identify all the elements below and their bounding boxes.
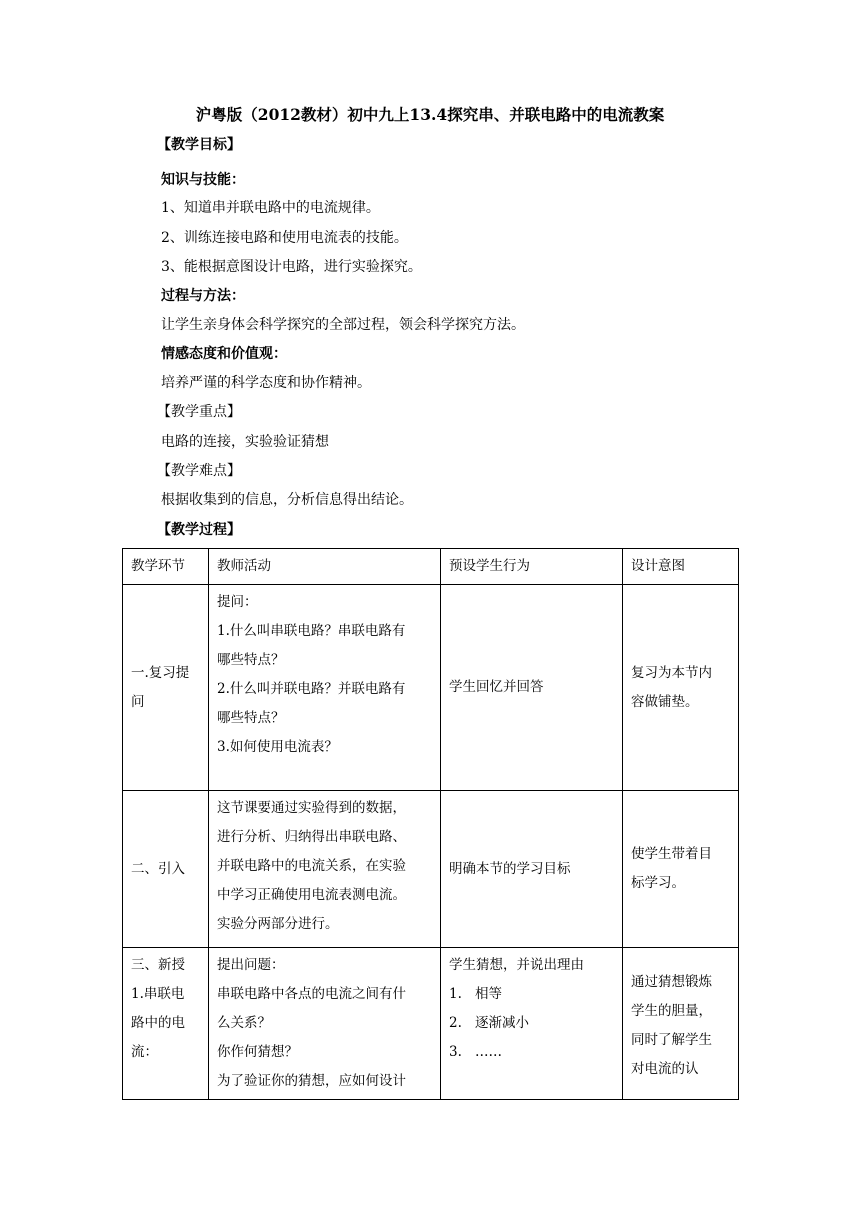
intent-text: 标学习。: [631, 875, 685, 891]
knowledge-item: 1、知道串并联电路中的电流规律。: [161, 200, 380, 216]
stage-text: 三、新授: [131, 957, 185, 973]
intent-text: 学生的胆量，: [631, 1003, 712, 1019]
teacher-activity-cell: [209, 585, 441, 791]
column-header: 预设学生行为: [441, 549, 623, 585]
teacher-text: 么关系？: [217, 1015, 271, 1031]
student-text: 学生回忆并回答: [449, 679, 544, 695]
table-row: [123, 791, 739, 948]
list-number: 2.: [449, 1015, 462, 1031]
goals-heading: 【教学目标】: [157, 137, 241, 153]
teacher-text: 串联电路中各点的电流之间有什: [217, 986, 406, 1002]
list-item: [449, 980, 614, 1009]
process-method-heading: 过程与方法：: [161, 288, 245, 304]
table-row: [123, 948, 739, 1100]
knowledge-item: 3、能根据意图设计电路，进行实验探究。: [161, 259, 422, 275]
difficulty-heading: 【教学难点】: [157, 463, 241, 479]
teacher-text: 提问：: [217, 594, 258, 610]
student-behavior-cell: [441, 791, 623, 948]
process-heading: 【教学过程】: [157, 522, 241, 538]
key-heading: 【教学重点】: [157, 404, 241, 420]
list-number: 1.: [449, 986, 462, 1002]
stage-text: 流：: [131, 1044, 158, 1060]
guess-list: [449, 980, 614, 1067]
column-header: 教师活动: [209, 549, 441, 585]
intent-text: 通过猜想锻炼: [631, 974, 712, 990]
table-header-row: [123, 549, 739, 585]
teaching-process-table: [122, 548, 739, 1100]
teacher-text: 并联电路中的电流关系，在实验: [217, 858, 406, 874]
design-intent-cell: [623, 585, 739, 791]
stage-cell: [123, 948, 209, 1100]
teacher-text: 实验分两部分进行。: [217, 916, 339, 932]
teacher-text: 提出问题：: [217, 957, 285, 973]
list-item: [449, 1038, 614, 1067]
student-text: 学生猜想，并说出理由: [449, 957, 584, 973]
student-behavior-cell: [441, 948, 623, 1100]
intent-text: 容做铺垫。: [631, 693, 699, 710]
teacher-text: 3.如何使用电流表？: [217, 739, 338, 755]
stage-text: 路中的电: [131, 1015, 185, 1031]
list-number: 3.: [449, 1044, 462, 1060]
teacher-text: 进行分析、归纳得出串联电路、: [217, 829, 406, 845]
intent-text: 对电流的认: [631, 1061, 699, 1077]
teacher-text: 2.什么叫并联电路？并联电路有: [217, 681, 406, 697]
key-text: 电路的连接，实验验证猜想: [161, 434, 329, 450]
teacher-activity-cell: [209, 948, 441, 1100]
design-intent-cell: [623, 948, 739, 1100]
teacher-text: 你作何猜想？: [217, 1044, 298, 1060]
teacher-text: 1.什么叫串联电路？串联电路有: [217, 623, 406, 639]
teacher-activity-cell: [209, 791, 441, 948]
stage-text: 一.复习提: [131, 664, 190, 681]
document-title: 沪粤版（2012教材）初中九上13.4探究串、并联电路中的电流教案: [195, 105, 665, 124]
column-header: 设计意图: [623, 549, 739, 585]
attitude-heading: 情感态度和价值观：: [161, 346, 287, 362]
process-method-text: 让学生亲身体会科学探究的全部过程，领会科学探究方法。: [161, 317, 525, 333]
stage-text: 二、引入: [131, 860, 185, 877]
stage-cell: [123, 585, 209, 791]
stage-text: 1.串联电: [131, 986, 185, 1002]
list-text: 相等: [475, 986, 502, 1002]
list-item: [449, 1009, 614, 1038]
design-intent-cell: [623, 791, 739, 948]
student-behavior-cell: [441, 585, 623, 791]
column-header: 教学环节: [123, 549, 209, 585]
intent-text: 同时了解学生: [631, 1032, 712, 1048]
attitude-text: 培养严谨的科学态度和协作精神。: [161, 375, 371, 391]
list-text: ……: [475, 1044, 502, 1060]
stage-text: 问: [131, 693, 145, 710]
knowledge-item: 2、训练连接电路和使用电流表的技能。: [161, 230, 408, 246]
list-text: 逐渐减小: [475, 1015, 529, 1031]
knowledge-heading: 知识与技能：: [161, 172, 245, 188]
teacher-text: 哪些特点？: [217, 652, 285, 668]
student-text: 明确本节的学习目标: [449, 860, 571, 877]
intent-text: 使学生带着目: [631, 846, 712, 862]
teacher-text: 哪些特点？: [217, 710, 285, 726]
teacher-text: 这节课要通过实验得到的数据，: [217, 800, 406, 816]
table-row: [123, 585, 739, 791]
stage-cell: [123, 791, 209, 948]
intent-text: 复习为本节内: [631, 664, 712, 681]
teacher-text: 中学习正确使用电流表测电流。: [217, 887, 406, 903]
difficulty-text: 根据收集到的信息，分析信息得出结论。: [161, 492, 413, 508]
teacher-text: 为了验证你的猜想，应如何设计: [217, 1073, 406, 1089]
